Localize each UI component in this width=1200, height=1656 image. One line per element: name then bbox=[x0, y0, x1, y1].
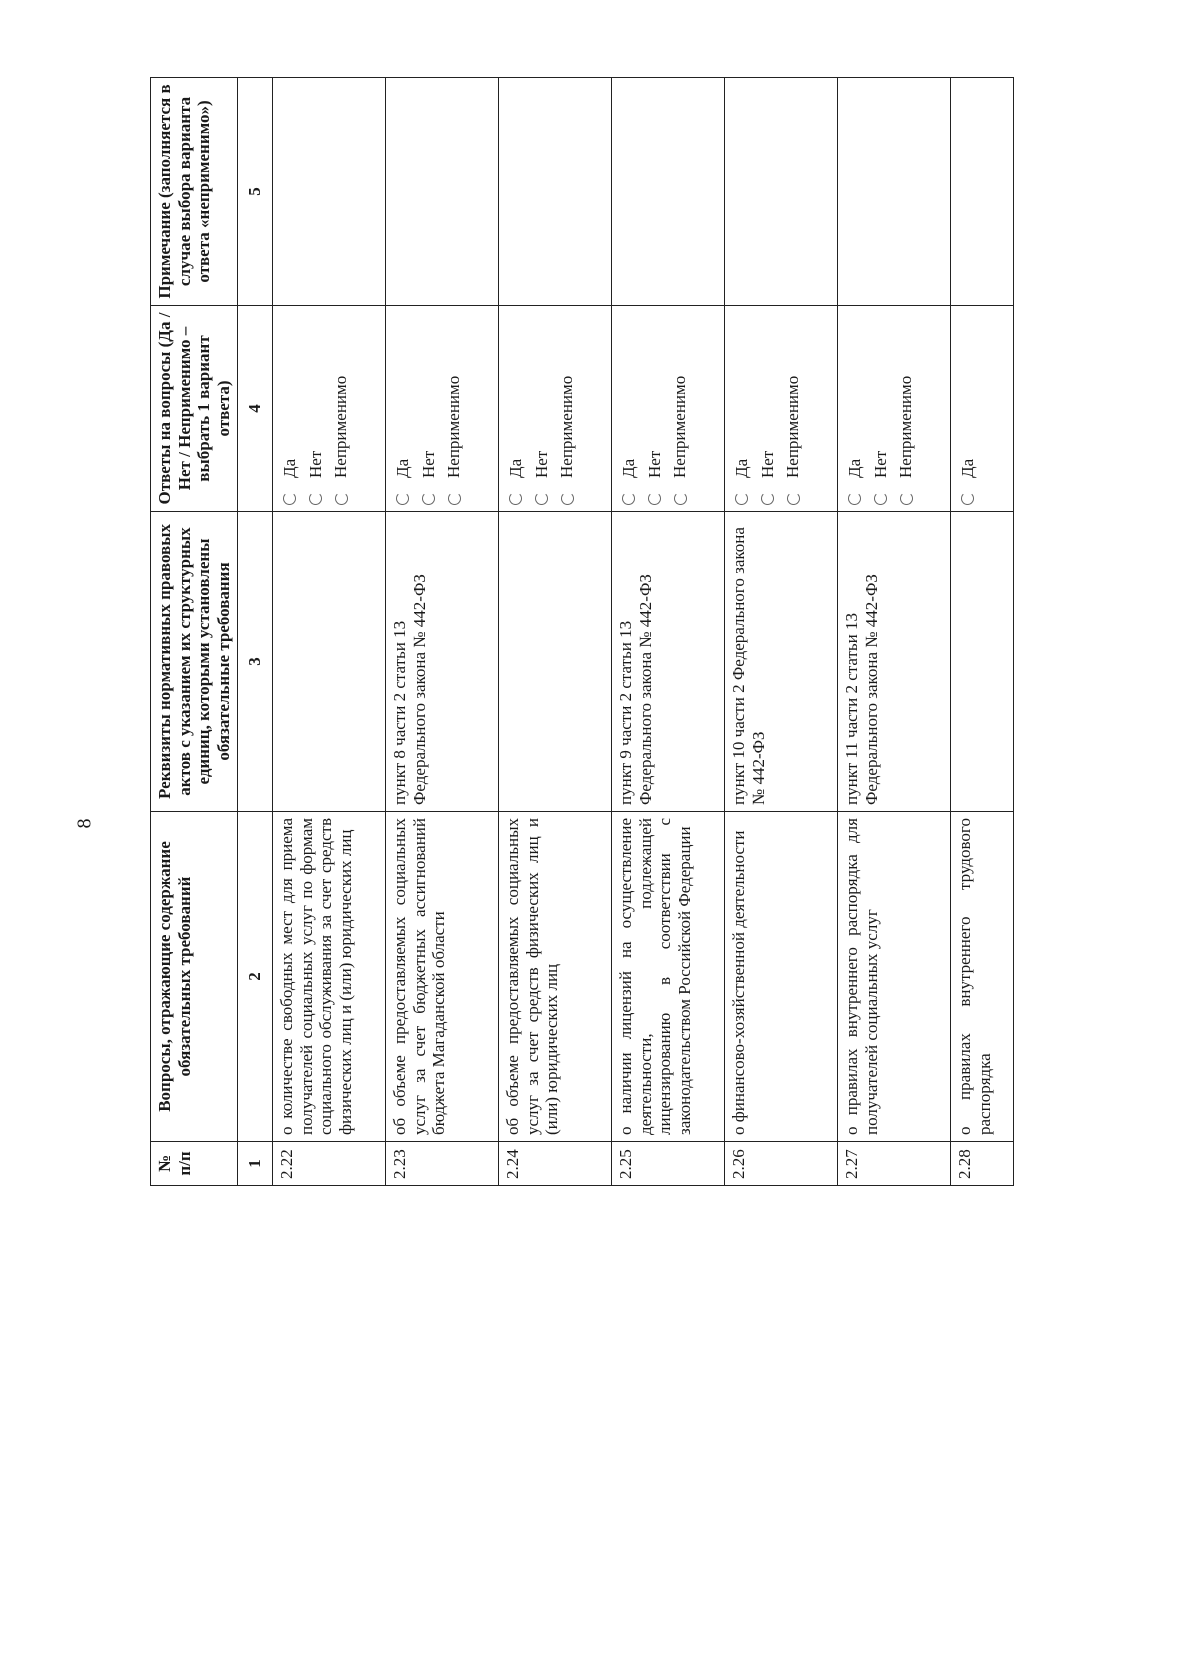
answer-option[interactable] bbox=[958, 312, 978, 505]
answer-option[interactable] bbox=[732, 312, 752, 505]
header-reference: Реквизиты нормативных правовых актов с указанием их структурных единиц, которыми установлены обязательные требования bbox=[151, 512, 238, 812]
answer-option[interactable] bbox=[783, 312, 803, 505]
answer-option-label: Да bbox=[958, 458, 978, 478]
answer-options bbox=[838, 306, 951, 512]
row-number: 2.26 bbox=[725, 1142, 838, 1186]
radio-icon[interactable] bbox=[761, 492, 774, 505]
radio-icon[interactable] bbox=[874, 492, 887, 505]
row-note[interactable] bbox=[951, 78, 1014, 306]
table-header-row bbox=[151, 78, 238, 1186]
row-question: о финансово-хозяйственной деятельности bbox=[725, 812, 838, 1142]
radio-icon[interactable] bbox=[561, 492, 574, 505]
answer-option-label: Да bbox=[506, 458, 526, 478]
row-question: об объеме предоставляемых социальных услуг за счет бюджетных ассигнований бюджета Магаданской области bbox=[386, 812, 499, 1142]
row-question: о правилах внутреннего трудового распорядка bbox=[951, 812, 1014, 1142]
answer-option[interactable] bbox=[758, 312, 778, 505]
radio-icon[interactable] bbox=[422, 492, 435, 505]
answer-option-label: Нет bbox=[531, 450, 551, 478]
answer-options bbox=[386, 306, 499, 512]
table-row bbox=[725, 78, 838, 1186]
row-number: 2.22 bbox=[273, 1142, 386, 1186]
answer-option[interactable] bbox=[419, 312, 439, 505]
header-number: № п/п bbox=[151, 1142, 238, 1186]
table-row bbox=[273, 78, 386, 1186]
header-question: Вопросы, отражающие содержание обязательных требований bbox=[151, 812, 238, 1142]
column-number: 4 bbox=[238, 306, 273, 512]
radio-icon[interactable] bbox=[535, 492, 548, 505]
column-number: 2 bbox=[238, 812, 273, 1142]
answer-option[interactable] bbox=[306, 312, 326, 505]
answer-option-label: Да bbox=[732, 458, 752, 478]
row-number: 2.28 bbox=[951, 1142, 1014, 1186]
row-question: об объеме предоставляемых социальных услуг за счет средств физических лиц и (или) юридических лиц bbox=[499, 812, 612, 1142]
answer-option[interactable] bbox=[645, 312, 665, 505]
row-number: 2.27 bbox=[838, 1142, 951, 1186]
row-question: о наличии лицензий на осуществление деятельности, подлежащей лицензированию в соответствии с законодательством Российской Федерации bbox=[612, 812, 725, 1142]
answer-option-label: Да bbox=[280, 458, 300, 478]
answer-option-label: Нет bbox=[870, 450, 890, 478]
row-reference bbox=[951, 512, 1014, 812]
answer-option-label: Да bbox=[619, 458, 639, 478]
answer-options bbox=[273, 306, 386, 512]
column-number-row bbox=[238, 78, 273, 1186]
answer-option-label: Неприменимо bbox=[670, 375, 690, 478]
answer-option[interactable] bbox=[393, 312, 413, 505]
row-number: 2.23 bbox=[386, 1142, 499, 1186]
table-row bbox=[499, 78, 612, 1186]
answer-option[interactable] bbox=[871, 312, 891, 505]
row-reference bbox=[499, 512, 612, 812]
radio-icon[interactable] bbox=[396, 492, 409, 505]
table-row bbox=[838, 78, 951, 1186]
answer-option-label: Неприменимо bbox=[444, 375, 464, 478]
radio-icon[interactable] bbox=[787, 492, 800, 505]
answer-option-label: Да bbox=[393, 458, 413, 478]
row-number: 2.25 bbox=[612, 1142, 725, 1186]
row-reference: пункт 8 части 2 статьи 13 Федерального закона № 442-ФЗ bbox=[386, 512, 499, 812]
answer-option-label: Нет bbox=[644, 450, 664, 478]
header-answer: Ответы на вопросы (Да / Нет / Неприменимо – выбрать 1 вариант ответа) bbox=[151, 306, 238, 512]
row-note[interactable] bbox=[273, 78, 386, 306]
radio-icon[interactable] bbox=[900, 492, 913, 505]
answer-option[interactable] bbox=[280, 312, 300, 505]
row-reference: пункт 9 части 2 статьи 13 Федерального закона № 442-ФЗ bbox=[612, 512, 725, 812]
answer-option-label: Неприменимо bbox=[896, 375, 916, 478]
answer-option[interactable] bbox=[331, 312, 351, 505]
row-note[interactable] bbox=[499, 78, 612, 306]
answer-option-label: Неприменимо bbox=[783, 375, 803, 478]
row-reference: пункт 11 части 2 статьи 13 Федерального закона № 442-ФЗ bbox=[838, 512, 951, 812]
radio-icon[interactable] bbox=[448, 492, 461, 505]
column-number: 3 bbox=[238, 512, 273, 812]
requirements-table bbox=[150, 77, 1014, 1186]
radio-icon[interactable] bbox=[622, 492, 635, 505]
answer-option[interactable] bbox=[532, 312, 552, 505]
radio-icon[interactable] bbox=[848, 492, 861, 505]
answer-option[interactable] bbox=[444, 312, 464, 505]
radio-icon[interactable] bbox=[335, 492, 348, 505]
answer-options bbox=[725, 306, 838, 512]
table-row bbox=[386, 78, 499, 1186]
page-number: 8 bbox=[73, 818, 96, 829]
answer-option[interactable] bbox=[896, 312, 916, 505]
row-note[interactable] bbox=[838, 78, 951, 306]
row-note[interactable] bbox=[386, 78, 499, 306]
answer-option[interactable] bbox=[557, 312, 577, 505]
document-table-rotated bbox=[150, 78, 1098, 1186]
row-reference bbox=[273, 512, 386, 812]
radio-icon[interactable] bbox=[509, 492, 522, 505]
row-reference: пункт 10 части 2 Федерального закона № 442-ФЗ bbox=[725, 512, 838, 812]
answer-option-label: Неприменимо bbox=[331, 375, 351, 478]
row-number: 2.24 bbox=[499, 1142, 612, 1186]
answer-option-label: Нет bbox=[757, 450, 777, 478]
radio-icon[interactable] bbox=[961, 492, 974, 505]
table-row bbox=[612, 78, 725, 1186]
answer-option-label: Нет bbox=[305, 450, 325, 478]
row-note[interactable] bbox=[725, 78, 838, 306]
answer-option-label: Неприменимо bbox=[557, 375, 577, 478]
radio-icon[interactable] bbox=[283, 492, 296, 505]
answer-option[interactable] bbox=[670, 312, 690, 505]
answer-option[interactable] bbox=[619, 312, 639, 505]
radio-icon[interactable] bbox=[735, 492, 748, 505]
row-note[interactable] bbox=[612, 78, 725, 306]
answer-options bbox=[612, 306, 725, 512]
answer-option-label: Нет bbox=[418, 450, 438, 478]
answer-option-label: Да bbox=[845, 458, 865, 478]
answer-options bbox=[951, 306, 1014, 512]
radio-icon[interactable] bbox=[674, 492, 687, 505]
answer-options bbox=[499, 306, 612, 512]
answer-option[interactable] bbox=[506, 312, 526, 505]
row-question: о правилах внутреннего распорядка для получателей социальных услуг bbox=[838, 812, 951, 1142]
header-note: Примечание (заполняется в случае выбора варианта ответа «неприменимо») bbox=[151, 78, 238, 306]
answer-option[interactable] bbox=[845, 312, 865, 505]
column-number: 5 bbox=[238, 78, 273, 306]
column-number: 1 bbox=[238, 1142, 273, 1186]
row-question: о количестве свободных мест для приема получателей социальных услуг по формам социального обслуживания за счет средств физических лиц и (или) юридических лиц bbox=[273, 812, 386, 1142]
table-row bbox=[951, 78, 1014, 1186]
radio-icon[interactable] bbox=[309, 492, 322, 505]
radio-icon[interactable] bbox=[648, 492, 661, 505]
